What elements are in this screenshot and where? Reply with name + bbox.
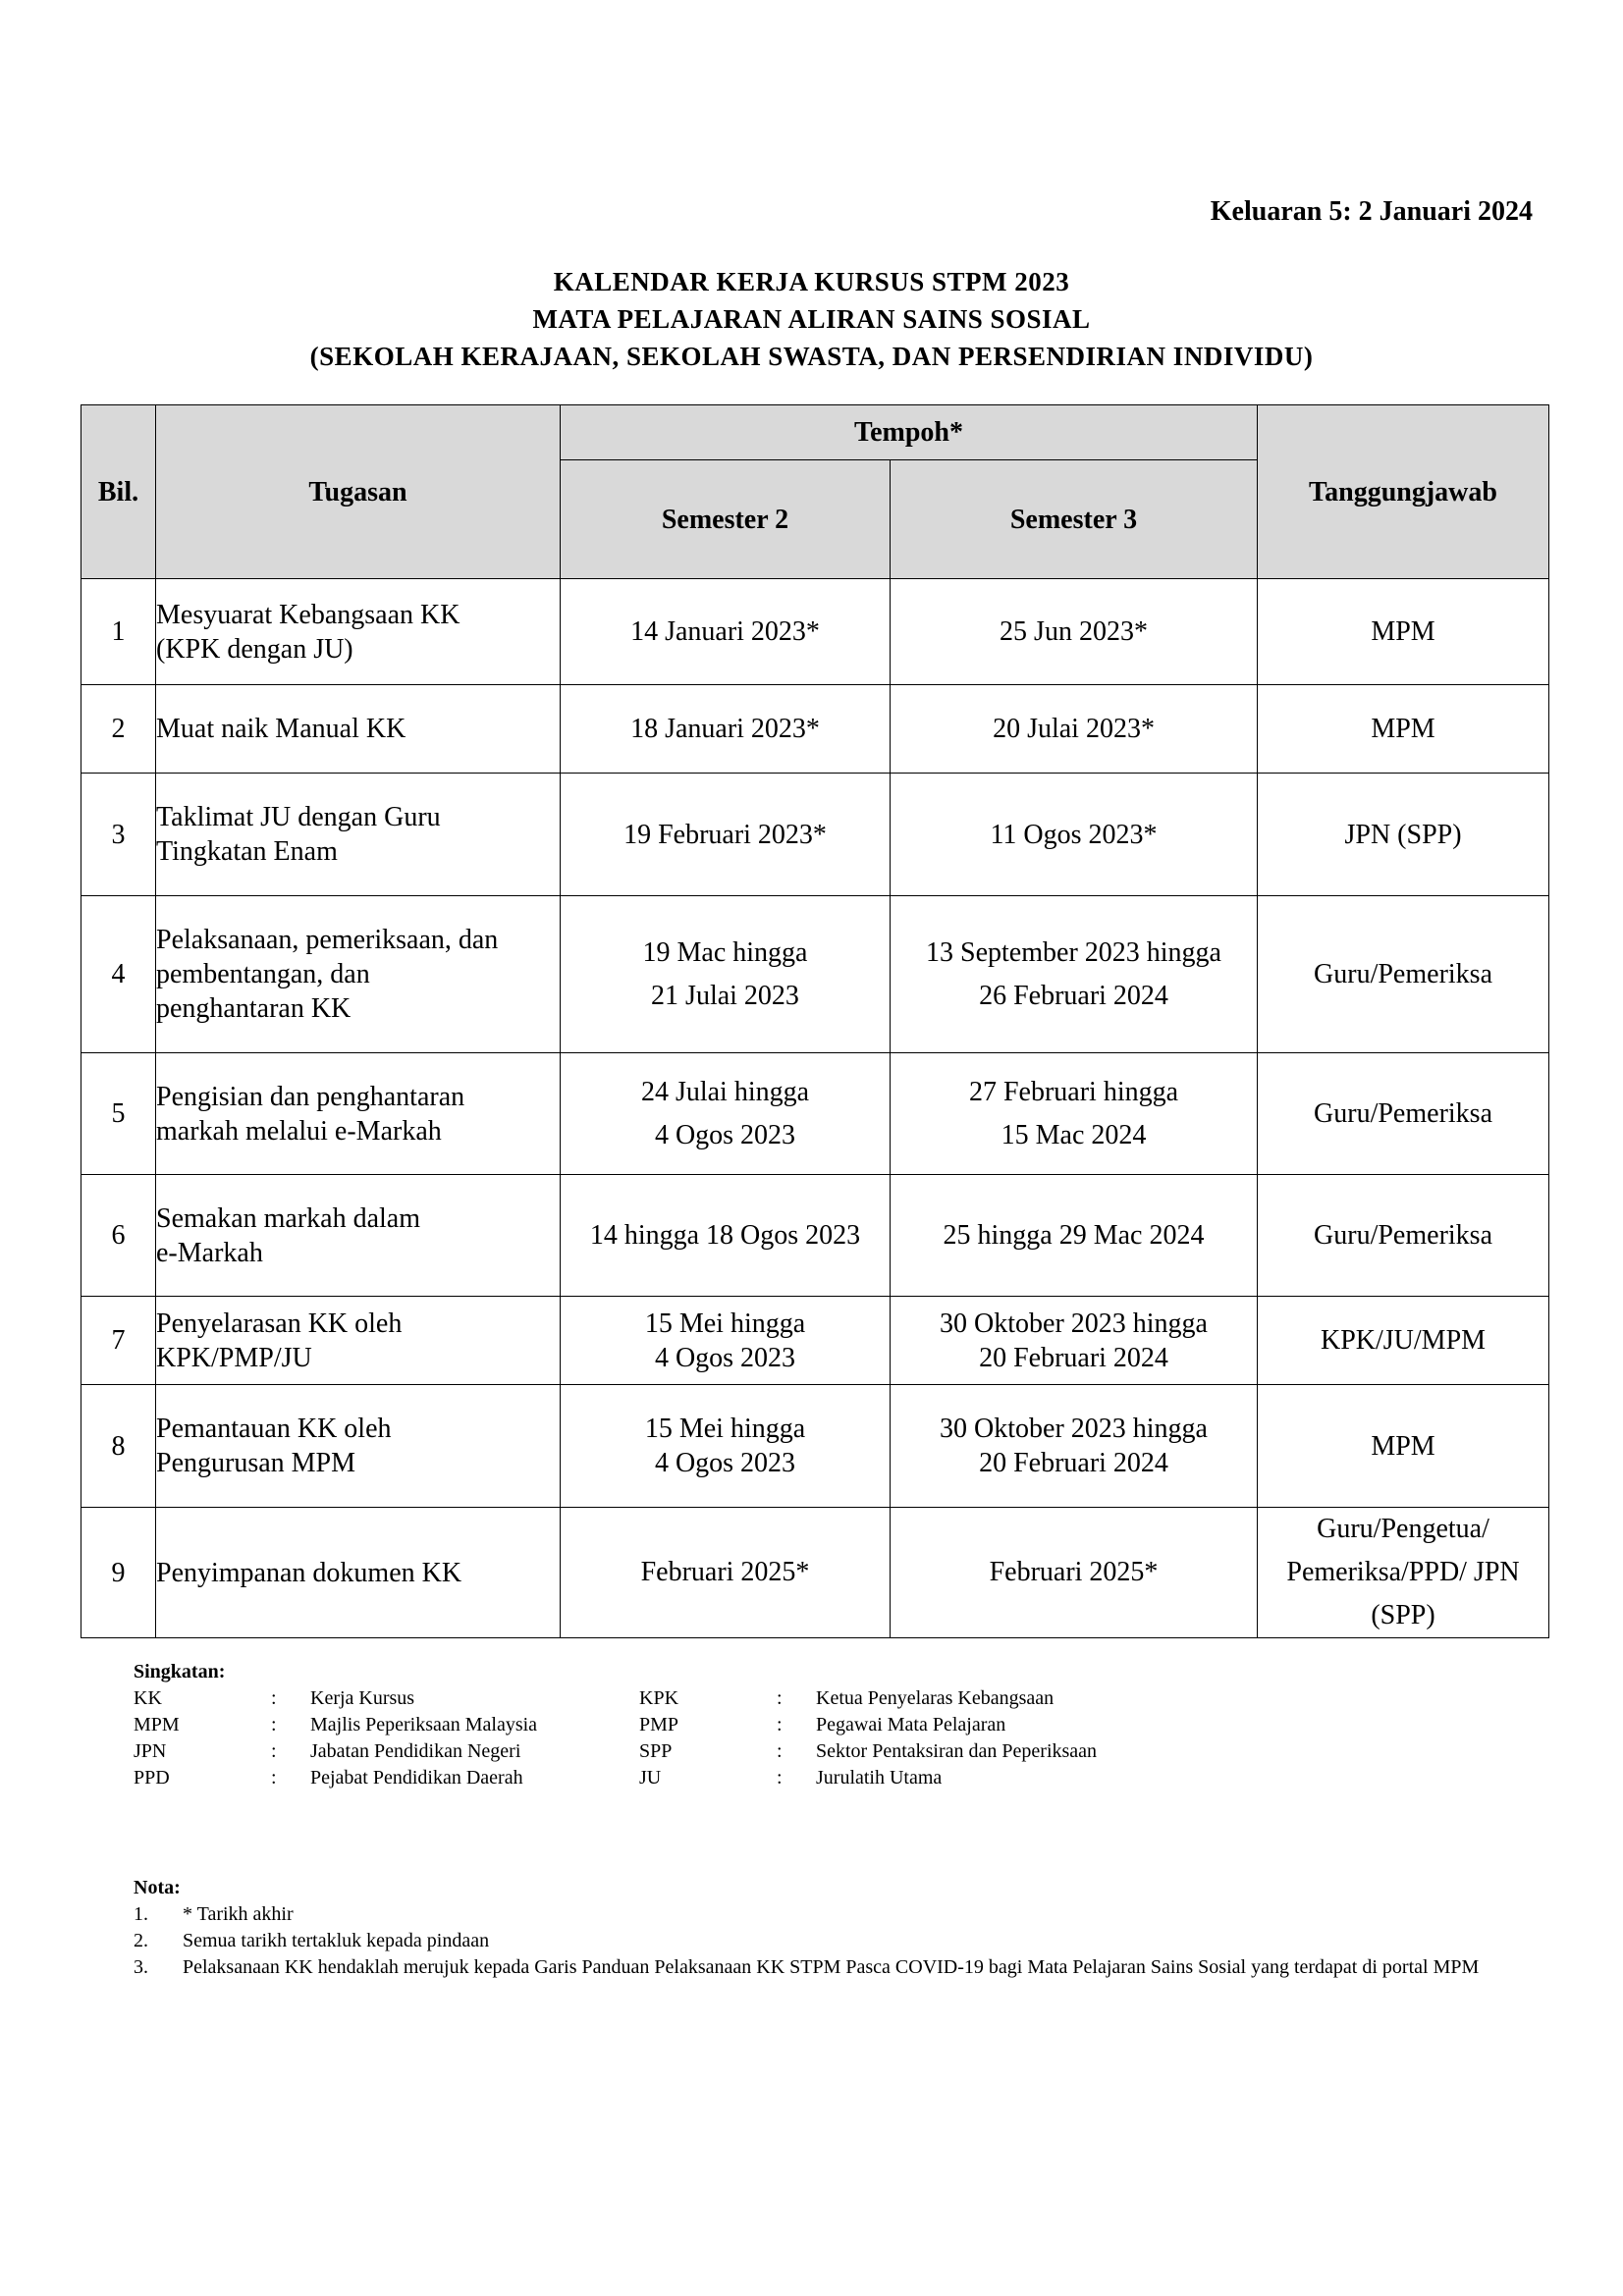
abbreviation-meaning: Majlis Peperiksaan Malaysia [310, 1714, 538, 1735]
task-line: (KPK dengan JU) [156, 633, 353, 665]
sem3-line: 20 Februari 2024 [979, 1448, 1168, 1478]
note-item [134, 1954, 1528, 1981]
table-row [81, 896, 1549, 1053]
sem2-line: 4 Ogos 2023 [654, 1119, 796, 1150]
semester-3-cell [891, 685, 1258, 774]
abbreviation-sep: : [777, 1714, 783, 1735]
resp-line: (SPP) [1371, 1600, 1435, 1630]
title-line-3: (SEKOLAH KERAJAAN, SEKOLAH SWASTA, DAN PERSENDIRIAN INDIVIDU) [309, 342, 1314, 371]
abbreviation-meaning: Pejabat Pendidikan Daerah [310, 1767, 523, 1789]
semester-3-cell [891, 896, 1258, 1053]
table-row [81, 1385, 1549, 1508]
task-line: Pengurusan MPM [156, 1448, 356, 1478]
resp-line: JPN (SPP) [1344, 819, 1462, 850]
responsibility-cell [1258, 1508, 1549, 1638]
task-cell [156, 579, 561, 685]
work-calendar-table [81, 404, 1549, 1638]
notes-heading: Nota: [134, 1877, 181, 1898]
abbreviation-row [134, 1712, 1169, 1738]
task-line: Pemantauan KK oleh [156, 1414, 392, 1444]
abbreviation-meaning: Ketua Penyelaras Kebangsaan [816, 1687, 1055, 1709]
responsibility-cell [1258, 1297, 1549, 1385]
task-cell [156, 685, 561, 774]
task-line: markah melalui e-Markah [156, 1115, 442, 1147]
header-semester-3: Semester 3 [891, 460, 1258, 579]
task-cell [156, 1508, 561, 1638]
header-semester-2: Semester 2 [561, 460, 891, 579]
sem3-line: 30 Oktober 2023 hingga [940, 1308, 1208, 1339]
abbreviation-abbr: KPK [639, 1687, 679, 1709]
semester-3-cell [891, 774, 1258, 896]
note-text: Semua tarikh tertakluk kepada pindaan [183, 1930, 490, 1951]
abbreviation-meaning: Pegawai Mata Pelajaran [816, 1714, 1006, 1735]
header-tugasan: Tugasan [156, 405, 561, 579]
responsibility-cell [1258, 774, 1549, 896]
abbreviation-abbr: JPN [134, 1740, 167, 1762]
sem3-line: 25 hingga 29 Mac 2024 [943, 1220, 1205, 1251]
task-line: Muat naik Manual KK [156, 714, 406, 744]
abbreviation-meaning: Kerja Kursus [310, 1687, 415, 1709]
row-number: 9 [81, 1508, 156, 1638]
row-number: 6 [81, 1175, 156, 1297]
note-text: * Tarikh akhir [183, 1903, 294, 1925]
sem2-line: 15 Mei hingga [644, 1414, 806, 1444]
task-line: penghantaran KK [156, 993, 352, 1024]
task-cell [156, 1053, 561, 1175]
note-number: 3. [134, 1956, 148, 1978]
responsibility-cell [1258, 896, 1549, 1053]
table-row [81, 1175, 1549, 1297]
semester-3-cell [891, 1385, 1258, 1508]
sem3-line: 25 Jun 2023* [1000, 616, 1148, 647]
sem2-line: 19 Mac hingga [642, 936, 808, 968]
sem3-line: 30 Oktober 2023 hingga [940, 1414, 1208, 1444]
title-line-2: MATA PELAJARAN ALIRAN SAINS SOSIAL [532, 304, 1091, 334]
semester-3-cell [891, 1053, 1258, 1175]
row-number: 3 [81, 774, 156, 896]
resp-line: MPM [1371, 616, 1435, 647]
semester-2-cell [561, 1508, 891, 1638]
resp-line: MPM [1371, 1430, 1435, 1462]
sem2-line: 15 Mei hingga [644, 1308, 806, 1339]
abbreviation-abbr: PPD [134, 1767, 170, 1789]
abbreviation-sep: : [271, 1687, 277, 1709]
notes [134, 1875, 1528, 1981]
semester-2-cell [561, 685, 891, 774]
sem2-line: 14 hingga 18 Ogos 2023 [589, 1220, 861, 1251]
sem2-line: 4 Ogos 2023 [654, 1342, 796, 1373]
document-title [0, 263, 1623, 375]
sem3-line: Februari 2025* [989, 1557, 1159, 1587]
title-line-1: KALENDAR KERJA KURSUS STPM 2023 [553, 267, 1070, 296]
note-number: 1. [134, 1903, 148, 1925]
resp-line: Guru/Pemeriksa [1314, 1098, 1492, 1129]
note-number: 2. [134, 1930, 148, 1951]
sem2-line: 21 Julai 2023 [651, 980, 799, 1011]
table-row [81, 1508, 1549, 1638]
responsibility-cell [1258, 685, 1549, 774]
sem2-line: 4 Ogos 2023 [654, 1448, 796, 1478]
task-line: Penyelarasan KK oleh [156, 1308, 403, 1339]
resp-line: MPM [1371, 714, 1435, 744]
abbreviation-meaning: Jurulatih Utama [816, 1767, 943, 1789]
sem3-line: 20 Julai 2023* [993, 714, 1155, 744]
responsibility-cell [1258, 1053, 1549, 1175]
abbreviation-meaning: Sektor Pentaksiran dan Peperiksaan [816, 1740, 1098, 1762]
header-tempoh: Tempoh* [561, 405, 1258, 460]
responsibility-cell [1258, 579, 1549, 685]
sem2-line: 18 Januari 2023* [630, 714, 820, 744]
abbreviation-abbr: KK [134, 1687, 162, 1709]
row-number: 2 [81, 685, 156, 774]
task-line: Pengisian dan penghantaran [156, 1081, 465, 1112]
resp-line: KPK/JU/MPM [1320, 1325, 1487, 1356]
sem2-line: 24 Julai hingga [640, 1076, 810, 1107]
semester-2-cell [561, 1175, 891, 1297]
abbreviation-abbr: JU [639, 1767, 662, 1789]
abbreviation-abbr: MPM [134, 1714, 180, 1735]
task-line: Mesyuarat Kebangsaan KK [156, 599, 460, 630]
responsibility-cell [1258, 1175, 1549, 1297]
abbreviation-abbr: PMP [639, 1714, 679, 1735]
abbreviation-meaning: Jabatan Pendidikan Negeri [310, 1740, 521, 1762]
semester-2-cell [561, 1385, 891, 1508]
task-line: Penyimpanan dokumen KK [156, 1557, 462, 1588]
semester-2-cell [561, 1053, 891, 1175]
task-line: Taklimat JU dengan Guru [156, 802, 441, 832]
abbreviation-sep: : [777, 1767, 783, 1789]
abbreviation-row [134, 1738, 1169, 1765]
sem3-line: 13 September 2023 hingga [926, 936, 1221, 968]
semester-3-cell [891, 1175, 1258, 1297]
sem3-line: 11 Ogos 2023* [990, 819, 1158, 850]
abbreviation-sep: : [271, 1714, 277, 1735]
table-row [81, 774, 1549, 896]
task-line: e-Markah [156, 1237, 263, 1268]
note-item [134, 1928, 1528, 1954]
row-number: 5 [81, 1053, 156, 1175]
sem2-line: 19 Februari 2023* [623, 819, 827, 850]
abbreviation-row [134, 1765, 1169, 1791]
abbreviations-heading: Singkatan: [134, 1661, 226, 1682]
resp-line: Pemeriksa/PPD/ JPN [1286, 1557, 1520, 1587]
task-line: Tingkatan Enam [156, 836, 338, 867]
task-line: KPK/PMP/JU [156, 1342, 312, 1373]
sem3-line: 20 Februari 2024 [979, 1342, 1168, 1373]
resp-line: Guru/Pemeriksa [1314, 1220, 1492, 1251]
row-number: 4 [81, 896, 156, 1053]
abbreviation-sep: : [271, 1740, 277, 1762]
resp-line: Guru/Pengetua/ [1317, 1514, 1489, 1544]
sem3-line: 26 Februari 2024 [979, 980, 1168, 1011]
abbreviation-row [134, 1685, 1169, 1712]
task-cell [156, 896, 561, 1053]
sem3-line: 27 Februari hingga [968, 1076, 1179, 1107]
abbreviations [134, 1659, 1169, 1791]
header-bil: Bil. [81, 405, 156, 579]
abbreviation-sep: : [777, 1740, 783, 1762]
task-cell [156, 774, 561, 896]
task-line: pembentangan, dan [156, 959, 370, 989]
task-cell [156, 1385, 561, 1508]
semester-2-cell [561, 896, 891, 1053]
task-line: Pelaksanaan, pemeriksaan, dan [156, 925, 499, 955]
semester-3-cell [891, 1508, 1258, 1638]
note-text: Pelaksanaan KK hendaklah merujuk kepada Garis Panduan Pelaksanaan KK STPM Pasca COVID-19 bagi Mata Pelajaran Sains Sosial yang terdapat di portal MPM [183, 1956, 1480, 1978]
release-date: Keluaran 5: 2 Januari 2024 [1210, 196, 1533, 227]
semester-2-cell [561, 774, 891, 896]
abbreviation-abbr: SPP [639, 1740, 673, 1762]
semester-2-cell [561, 579, 891, 685]
table-row [81, 579, 1549, 685]
task-cell [156, 1297, 561, 1385]
table-row [81, 685, 1549, 774]
header-tanggungjawab: Tanggungjawab [1258, 405, 1549, 579]
abbreviation-sep: : [777, 1687, 783, 1709]
row-number: 1 [81, 579, 156, 685]
sem3-line: 15 Mac 2024 [1001, 1119, 1147, 1150]
task-line: Semakan markah dalam [156, 1202, 421, 1234]
task-cell [156, 1175, 561, 1297]
abbreviation-sep: : [271, 1767, 277, 1789]
table-row [81, 1053, 1549, 1175]
sem2-line: 14 Januari 2023* [630, 616, 820, 647]
table-row [81, 1297, 1549, 1385]
note-item [134, 1901, 1528, 1928]
row-number: 8 [81, 1385, 156, 1508]
row-number: 7 [81, 1297, 156, 1385]
semester-2-cell [561, 1297, 891, 1385]
resp-line: Guru/Pemeriksa [1314, 959, 1492, 989]
sem2-line: Februari 2025* [640, 1557, 810, 1587]
responsibility-cell [1258, 1385, 1549, 1508]
semester-3-cell [891, 579, 1258, 685]
semester-3-cell [891, 1297, 1258, 1385]
